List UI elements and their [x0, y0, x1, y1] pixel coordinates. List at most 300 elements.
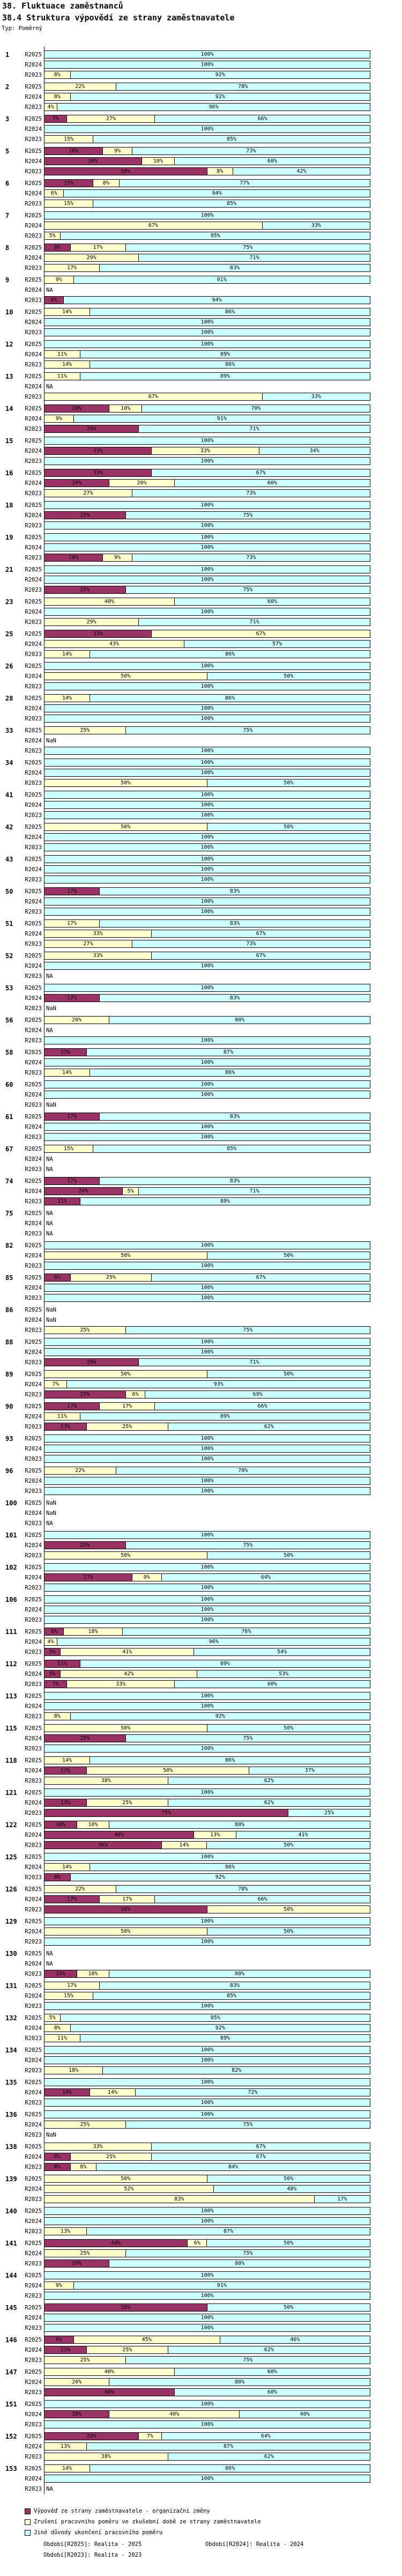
- period-label: R2025: [25, 663, 42, 669]
- bar-segment-zruseni-ve-zkusebni-dobe: 27%: [44, 940, 132, 947]
- bar-row: [0, 725, 402, 735]
- bar-segment-jine-duvody: 73%: [132, 148, 370, 154]
- bar-segment-zruseni-ve-zkusebni-dobe: 17%: [44, 1982, 100, 1989]
- period-label: R2025: [25, 2207, 42, 2214]
- bar-segment-zruseni-ve-zkusebni-dobe: 29%: [44, 254, 139, 261]
- stacked-bar: [44, 1982, 370, 1990]
- bar-row: [0, 1122, 402, 1132]
- bar-segment-jine-duvody: 100%: [44, 212, 370, 219]
- group-number: 134: [5, 2046, 17, 2054]
- bar-segment-vypoved-organizacni-zmeny: 5%: [44, 1670, 61, 1677]
- stacked-bar: [44, 1992, 370, 2000]
- period-label: R2024: [25, 61, 42, 68]
- bar-segment-jine-duvody: 75%: [126, 1542, 370, 1549]
- bar-segment-zruseni-ve-zkusebni-dobe: 7%: [139, 2433, 161, 2440]
- bar-segment-jine-duvody: 60%: [175, 2368, 370, 2375]
- period-label: R2024: [25, 512, 42, 519]
- bar-segment-jine-duvody: 75%: [126, 1327, 370, 1334]
- bar-row: [0, 102, 402, 112]
- bar-group: [0, 2431, 402, 2462]
- bar-row: [0, 349, 402, 359]
- bar-group: [0, 275, 402, 305]
- period-label: R2024: [25, 1542, 42, 1549]
- bar-segment-vypoved-organizacni-zmeny: 13%: [44, 2346, 87, 2353]
- period-label: R2024: [25, 1670, 42, 1677]
- period-label: R2025: [25, 2368, 42, 2375]
- bar-segment-jine-duvody: 89%: [80, 2035, 370, 2042]
- bar-segment-jine-duvody: 92%: [71, 2025, 370, 2032]
- group-number: 111: [5, 1628, 17, 1636]
- period-label: R2025: [25, 1886, 42, 1893]
- stacked-bar: [44, 1069, 370, 1077]
- bar-row: [0, 1154, 402, 1164]
- period-label: R2025: [25, 2047, 42, 2054]
- bar-group: [0, 210, 402, 241]
- bar-segment-zruseni-ve-zkusebni-dobe: 50%: [44, 823, 207, 830]
- bar-group: [0, 1240, 402, 1271]
- period-label: R2023: [25, 200, 42, 207]
- period-label: R2025: [25, 502, 42, 509]
- bar-group: [0, 2109, 402, 2140]
- bar-segment-jine-duvody: 100%: [44, 2003, 370, 2010]
- bar-group: [0, 1755, 402, 1786]
- stacked-bar: [44, 308, 370, 316]
- bar-segment-jine-duvody: 100%: [44, 1488, 370, 1495]
- stacked-bar: [44, 1423, 370, 1431]
- bar-row: [0, 1486, 402, 1496]
- bar-row: [0, 242, 402, 253]
- period-label: R2024: [25, 254, 42, 261]
- bar-segment-zruseni-ve-zkusebni-dobe: 38%: [44, 2453, 168, 2460]
- bar-segment-zruseni-ve-zkusebni-dobe: 50%: [44, 779, 207, 786]
- bar-row: [0, 2206, 402, 2216]
- bar-segment-jine-duvody: 100%: [44, 1242, 370, 1249]
- bar-segment-jine-duvody: 100%: [44, 791, 370, 798]
- missing-value-label: NA: [46, 1960, 53, 1967]
- bar-row: [0, 1540, 402, 1550]
- period-label: R2025: [25, 1435, 42, 1442]
- bar-segment-jine-duvody: 50%: [207, 2240, 370, 2247]
- bar-segment-jine-duvody: 100%: [44, 1745, 370, 1752]
- period-label: R2023: [25, 1970, 42, 1977]
- stacked-bar: [44, 2453, 370, 2461]
- bar-row: [0, 2045, 402, 2055]
- period-label: R2023: [25, 1005, 42, 1012]
- bar-group: [0, 757, 402, 788]
- period-label: R2023: [25, 1584, 42, 1591]
- stacked-bar: [44, 1692, 370, 1700]
- bar-segment-jine-duvody: 83%: [100, 888, 370, 895]
- bar-row: [0, 1218, 402, 1228]
- period-label: R2025: [25, 1596, 42, 1603]
- stacked-bar: [44, 415, 370, 423]
- stacked-bar: [44, 1294, 370, 1302]
- stacked-bar: [44, 1841, 370, 1849]
- bar-row: [0, 1196, 402, 1206]
- bar-segment-zruseni-ve-zkusebni-dobe: 10%: [109, 405, 142, 412]
- bar-segment-jine-duvody: 46%: [220, 2336, 370, 2343]
- period-label: R2023: [25, 2453, 42, 2460]
- period-label: R2024: [25, 383, 42, 390]
- bar-row: [0, 874, 402, 885]
- period-label: R2024: [25, 1992, 42, 1999]
- bar-row: [0, 1637, 402, 1647]
- period-label: R2024: [25, 1091, 42, 1098]
- stacked-bar: [44, 404, 370, 413]
- bar-row: [0, 800, 402, 810]
- bar-segment-jine-duvody: 60%: [175, 2389, 370, 2396]
- bar-segment-zruseni-ve-zkusebni-dobe: 11%: [44, 351, 80, 358]
- period-label: R2023: [25, 1134, 42, 1140]
- bar-segment-vypoved-organizacni-zmeny: 44%: [44, 2240, 188, 2247]
- bar-row: [0, 2280, 402, 2291]
- period-label: R2025: [25, 920, 42, 927]
- missing-value-label: NaN: [46, 1499, 56, 1506]
- bar-segment-jine-duvody: 100%: [44, 1477, 370, 1484]
- group-number: 88: [5, 1338, 13, 1346]
- group-number: 140: [5, 2207, 17, 2215]
- bar-segment-zruseni-ve-zkusebni-dobe: 14%: [44, 1864, 90, 1871]
- group-number: 145: [5, 2303, 17, 2312]
- bar-segment-jine-duvody: 41%: [236, 1831, 370, 1838]
- missing-value-label: NA: [46, 286, 53, 293]
- missing-value-label: NA: [46, 1220, 53, 1227]
- period-label: R2024: [25, 1155, 42, 1162]
- period-label: R2023: [25, 264, 42, 271]
- bar-segment-jine-duvody: 100%: [44, 1059, 370, 1066]
- bar-segment-vypoved-organizacni-zmeny: 75%: [44, 1809, 288, 1816]
- bar-segment-jine-duvody: 100%: [44, 2111, 370, 2118]
- bar-segment-jine-duvody: 87%: [87, 2443, 370, 2450]
- period-label: R2023: [25, 2260, 42, 2267]
- stacked-bar: [44, 1831, 370, 1839]
- period-label: R2023: [25, 1874, 42, 1881]
- group-number: 152: [5, 2432, 17, 2440]
- stacked-bar: [44, 2034, 370, 2042]
- stacked-bar: [44, 704, 370, 712]
- bar-row: [0, 1100, 402, 1110]
- group-number: 67: [5, 1145, 13, 1153]
- bar-row: [0, 1035, 402, 1046]
- group-number: 21: [5, 565, 13, 573]
- bar-row: [0, 713, 402, 724]
- bar-segment-zruseni-ve-zkusebni-dobe: 17%: [100, 1403, 155, 1410]
- legend: [25, 2506, 261, 2538]
- period-label: R2023: [25, 973, 42, 980]
- bar-segment-jine-duvody: 86%: [90, 1864, 370, 1871]
- bar-segment-jine-duvody: 89%: [80, 1660, 370, 1667]
- stacked-bar: [44, 489, 370, 497]
- bar-group: [0, 1079, 402, 1110]
- period-label: R2024: [25, 866, 42, 873]
- stacked-bar: [44, 1434, 370, 1442]
- bar-segment-jine-duvody: 100%: [44, 801, 370, 808]
- period-label: R2024: [25, 995, 42, 1002]
- bar-segment-vypoved-organizacni-zmeny: 11%: [44, 1660, 80, 1667]
- legend-item: [25, 2527, 261, 2538]
- bar-segment-jine-duvody: 100%: [44, 844, 370, 851]
- period-label: R2024: [25, 898, 42, 905]
- bar-segment-jine-duvody: 100%: [44, 437, 370, 444]
- period-label: R2023: [25, 1713, 42, 1720]
- bar-segment-jine-duvody: 75%: [126, 727, 370, 734]
- bar-segment-jine-duvody: 50%: [207, 779, 370, 786]
- group-number: 93: [5, 1434, 13, 1442]
- group-number: 151: [5, 2400, 17, 2408]
- period-label: R2024: [25, 2250, 42, 2257]
- period-label: R2023: [25, 1423, 42, 1430]
- legend-label: Výpověď ze strany zaměstnavatele - organizační změny: [34, 2508, 210, 2514]
- bar-row: [0, 2258, 402, 2269]
- bar-row: [0, 456, 402, 466]
- bar-row: [0, 478, 402, 488]
- bar-group: [0, 436, 402, 466]
- bar-segment-zruseni-ve-zkusebni-dobe: 50%: [87, 1767, 250, 1774]
- bar-segment-zruseni-ve-zkusebni-dobe: 43%: [44, 641, 184, 647]
- bar-row: [0, 1369, 402, 1379]
- bar-row: [0, 1852, 402, 1862]
- bar-row: [0, 146, 402, 156]
- bar-group: [0, 629, 402, 659]
- bar-segment-jine-duvody: 71%: [139, 425, 370, 432]
- bar-row: [0, 639, 402, 649]
- period-label: R2023: [25, 812, 42, 819]
- legend-swatch-jine-duvody-icon: [25, 2530, 31, 2536]
- bar-segment-zruseni-ve-zkusebni-dobe: 5%: [44, 2014, 61, 2021]
- bar-row: [0, 746, 402, 756]
- bar-segment-vypoved-organizacni-zmeny: 17%: [44, 1403, 100, 1410]
- bar-row: [0, 2119, 402, 2130]
- legend-label: Zrušení pracovního poměru ve zkušební době ze strany zaměstnavatele: [34, 2519, 261, 2525]
- bar-segment-vypoved-organizacni-zmeny: 17%: [44, 995, 100, 1002]
- period-label: R2023: [25, 715, 42, 722]
- period-label: R2025: [25, 244, 42, 251]
- bar-row: [0, 2238, 402, 2248]
- period-label: R2023: [25, 1648, 42, 1655]
- stacked-bar: [44, 1487, 370, 1495]
- bar-segment-jine-duvody: 100%: [44, 856, 370, 863]
- bar-segment-vypoved-organizacni-zmeny: 50%: [44, 1906, 207, 1913]
- stacked-bar: [44, 200, 370, 208]
- bar-segment-zruseni-ve-zkusebni-dobe: 15%: [44, 1145, 93, 1152]
- bar-segment-jine-duvody: 100%: [44, 2401, 370, 2408]
- stacked-bar: [44, 469, 370, 477]
- bar-row: [0, 939, 402, 949]
- stacked-bar: [44, 1370, 370, 1378]
- footnote-row: [43, 2541, 386, 2552]
- stacked-bar: [44, 1016, 370, 1024]
- period-label: R2023: [25, 2003, 42, 2010]
- period-label: R2025: [25, 1725, 42, 1732]
- period-label: R2025: [25, 2401, 42, 2408]
- stacked-bar: [44, 2121, 370, 2129]
- period-label: R2024: [25, 1027, 42, 1034]
- period-label: R2025: [25, 341, 42, 348]
- bar-row: [0, 1798, 402, 1808]
- stacked-bar: [44, 1477, 370, 1485]
- bar-segment-jine-duvody: 100%: [44, 1284, 370, 1291]
- missing-value-label: NA: [46, 2485, 53, 2492]
- footnote-r2025: Období[R2025]: Realita - 2025: [43, 2541, 142, 2548]
- bar-segment-zruseni-ve-zkusebni-dobe: 52%: [44, 2185, 214, 2192]
- stacked-bar: [44, 2303, 370, 2312]
- group-number: 139: [5, 2175, 17, 2183]
- stacked-bar: [44, 2368, 370, 2376]
- bar-segment-zruseni-ve-zkusebni-dobe: 50%: [44, 673, 207, 680]
- bar-row: [0, 1808, 402, 1818]
- bar-row: [0, 886, 402, 896]
- bar-segment-jine-duvody: 66%: [155, 1896, 370, 1903]
- stacked-bar: [44, 1863, 370, 1871]
- missing-value-label: NaN: [46, 2131, 56, 2138]
- bar-segment-jine-duvody: 60%: [175, 1681, 370, 1688]
- bar-row: [0, 2431, 402, 2441]
- stacked-bar: [44, 1606, 370, 1614]
- group-number: 6: [5, 179, 10, 187]
- bar-segment-zruseni-ve-zkusebni-dobe: 67%: [152, 630, 370, 637]
- bar-row: [0, 542, 402, 553]
- bar-group: [0, 146, 402, 176]
- bar-row: [0, 1047, 402, 1057]
- group-number: 15: [5, 437, 13, 445]
- period-label: R2023: [25, 1777, 42, 1784]
- period-label: R2025: [25, 1821, 42, 1828]
- bar-segment-zruseni-ve-zkusebni-dobe: 9%: [132, 1574, 162, 1581]
- period-label: R2023: [25, 136, 42, 143]
- period-label: R2023: [25, 844, 42, 851]
- bar-row: [0, 607, 402, 617]
- bar-row: [0, 220, 402, 231]
- bar-segment-jine-duvody: 100%: [44, 2218, 370, 2225]
- bar-row: [0, 2055, 402, 2065]
- bar-segment-jine-duvody: 75%: [126, 512, 370, 519]
- bar-row: [0, 1755, 402, 1765]
- bar-segment-zruseni-ve-zkusebni-dobe: 25%: [44, 1327, 126, 1334]
- bar-segment-zruseni-ve-zkusebni-dobe: 40%: [44, 2368, 175, 2375]
- bar-segment-zruseni-ve-zkusebni-dobe: 17%: [44, 264, 100, 271]
- stacked-bar: [44, 1724, 370, 1732]
- bar-group: [0, 661, 402, 691]
- stacked-bar: [44, 1853, 370, 1861]
- period-label: R2025: [25, 759, 42, 766]
- stacked-bar: [44, 2110, 370, 2118]
- period-label: R2025: [25, 984, 42, 991]
- stacked-bar: [44, 1584, 370, 1592]
- stacked-bar: [44, 662, 370, 670]
- bar-segment-vypoved-organizacni-zmeny: 30%: [44, 158, 142, 165]
- group-number: 8: [5, 244, 10, 252]
- stacked-bar: [44, 135, 370, 143]
- bar-row: [0, 1723, 402, 1733]
- stacked-bar: [44, 747, 370, 755]
- bar-segment-jine-duvody: 69%: [145, 1391, 370, 1398]
- period-label: R2025: [25, 1274, 42, 1281]
- bar-row: [0, 2065, 402, 2075]
- bar-segment-jine-duvody: 86%: [90, 1757, 370, 1764]
- stacked-bar: [44, 2217, 370, 2225]
- bar-row: [0, 1250, 402, 1261]
- group-number: 106: [5, 1595, 17, 1603]
- period-label: R2025: [25, 1628, 42, 1635]
- group-number: 141: [5, 2239, 17, 2247]
- group-number: 12: [5, 340, 13, 348]
- bar-group: [0, 1562, 402, 1593]
- bar-segment-zruseni-ve-zkusebni-dobe: 10%: [142, 158, 175, 165]
- bar-row: [0, 757, 402, 768]
- bar-segment-vypoved-organizacni-zmeny: 20%: [44, 2260, 109, 2267]
- bar-segment-jine-duvody: 85%: [93, 1992, 370, 1999]
- bar-row: [0, 564, 402, 575]
- stacked-bar: [44, 1402, 370, 1410]
- stacked-bar: [44, 1145, 370, 1153]
- group-number: 74: [5, 1177, 13, 1185]
- bar-segment-jine-duvody: 100%: [44, 2421, 370, 2428]
- stacked-bar: [44, 1670, 370, 1678]
- period-label: R2025: [25, 1081, 42, 1088]
- bar-segment-jine-duvody: 83%: [100, 1177, 370, 1184]
- bar-row: [0, 1144, 402, 1154]
- period-label: R2023: [25, 908, 42, 915]
- bar-row: [0, 2377, 402, 2387]
- period-label: R2025: [25, 1145, 42, 1152]
- bar-segment-vypoved-organizacni-zmeny: 13%: [44, 1767, 87, 1774]
- stacked-bar: [44, 1531, 370, 1539]
- period-label: R2023: [25, 2421, 42, 2428]
- bar-row: [0, 1572, 402, 1583]
- period-label: R2024: [25, 1799, 42, 1806]
- bar-segment-vypoved-organizacni-zmeny: 20%: [44, 2411, 109, 2418]
- bar-segment-zruseni-ve-zkusebni-dobe: 6%: [44, 190, 64, 197]
- bar-segment-zruseni-ve-zkusebni-dobe: 4%: [44, 1638, 57, 1645]
- stacked-bar: [44, 1541, 370, 1549]
- bar-segment-zruseni-ve-zkusebni-dobe: 17%: [44, 920, 100, 927]
- bar-segment-jine-duvody: 100%: [44, 715, 370, 722]
- bar-segment-jine-duvody: 92%: [71, 71, 370, 78]
- stacked-bar: [44, 598, 370, 606]
- stacked-bar: [44, 1648, 370, 1656]
- bar-row: [0, 1743, 402, 1754]
- bar-segment-zruseni-ve-zkusebni-dobe: 17%: [71, 244, 126, 251]
- bar-segment-zruseni-ve-zkusebni-dobe: 14%: [44, 308, 90, 315]
- bar-segment-jine-duvody: 80%: [109, 2379, 370, 2386]
- bar-segment-zruseni-ve-zkusebni-dobe: 18%: [44, 2067, 103, 2074]
- bar-segment-zruseni-ve-zkusebni-dobe: 50%: [44, 1552, 207, 1559]
- group-number: 96: [5, 1467, 13, 1475]
- bar-segment-vypoved-organizacni-zmeny: 17%: [44, 1113, 100, 1120]
- bar-segment-jine-duvody: 67%: [152, 1274, 370, 1281]
- bar-row: [0, 790, 402, 800]
- bar-row: [0, 134, 402, 144]
- bar-segment-jine-duvody: 100%: [44, 1081, 370, 1088]
- bar-segment-jine-duvody: 94%: [64, 297, 370, 304]
- bar-group: [0, 2013, 402, 2043]
- period-label: R2023: [25, 554, 42, 561]
- bar-segment-jine-duvody: 50%: [207, 1252, 370, 1259]
- bar-segment-jine-duvody: 62%: [168, 2346, 370, 2353]
- bar-segment-zruseni-ve-zkusebni-dobe: 29%: [44, 619, 139, 625]
- bar-row: [0, 275, 402, 285]
- bar-segment-jine-duvody: 94%: [64, 190, 370, 197]
- bar-segment-zruseni-ve-zkusebni-dobe: 8%: [44, 2025, 71, 2032]
- period-label: R2025: [25, 727, 42, 734]
- bar-segment-jine-duvody: 73%: [132, 554, 370, 561]
- bar-segment-zruseni-ve-zkusebni-dobe: 15%: [44, 1992, 93, 1999]
- group-number: 52: [5, 952, 13, 960]
- bar-row: [0, 532, 402, 542]
- bar-row: [0, 1079, 402, 1090]
- bar-segment-jine-duvody: 100%: [44, 876, 370, 883]
- bar-row: [0, 1679, 402, 1689]
